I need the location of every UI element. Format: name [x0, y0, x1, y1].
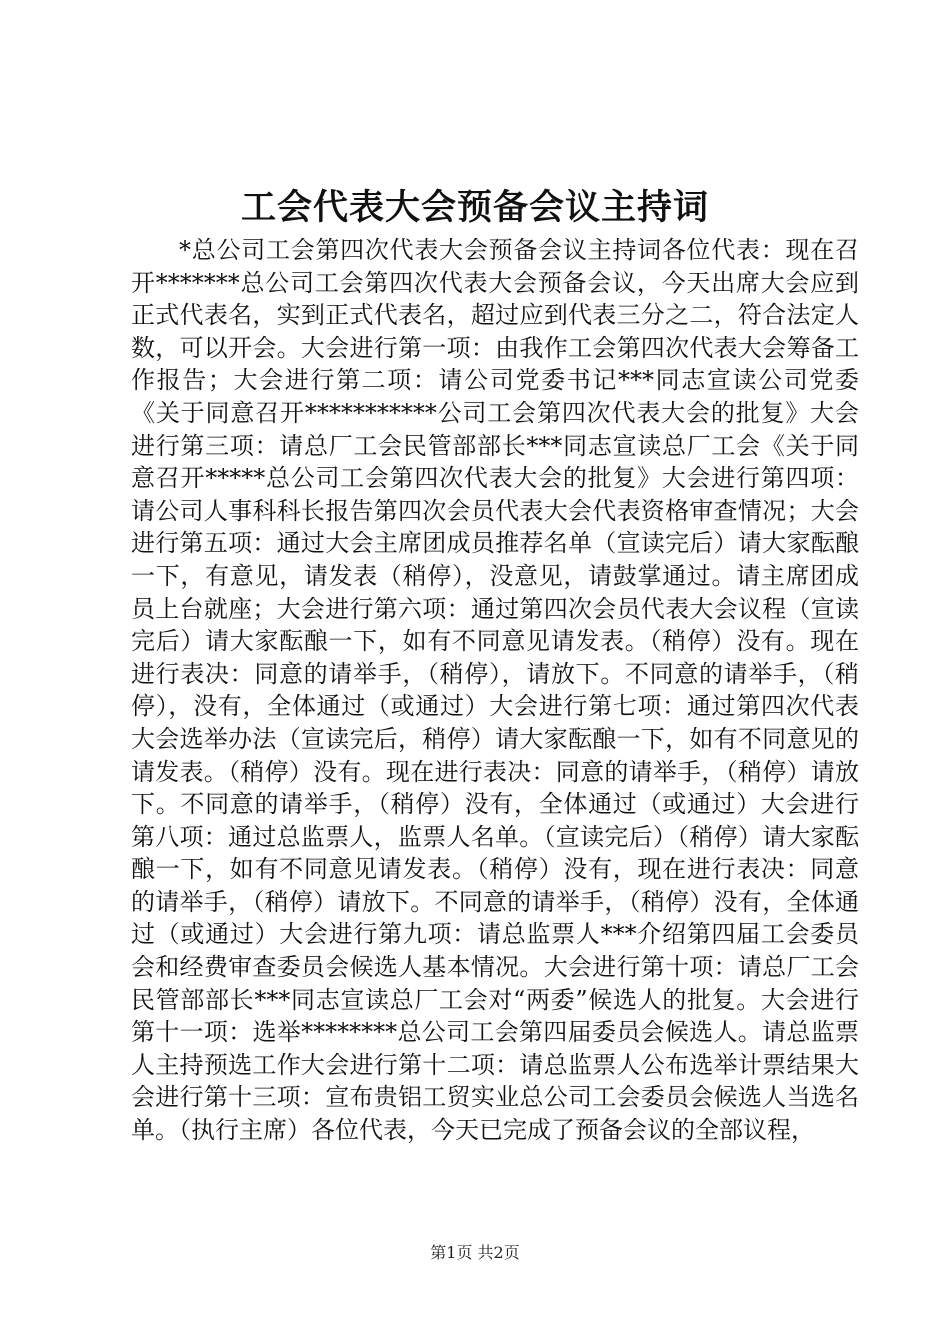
document-title: 工会代表大会预备会议主持词 [240, 187, 709, 228]
document-body: *总公司工会第四次代表大会预备会议主持词各位代表：现在召开*******总公司工会第四次代表大会预备会议，今天出席大会应到正式代表名，实到正式代表名，超过应到代表三分之二，符合法定人数，可以开会。大会进行第一项：由我作工会第四次代表大会筹备工作报告；大会进行第二项：请公司党委书记***同志宣读公司党委《关于同意召开***********公司工会第四次代表大会的批复》大会进行第三项：请总厂工会民管部部长***同志宣读总厂工会《关于同意召开*****总公司工会第四次代表大会的批复》大会进行第四项：请公司人事科科长报告第四次会员代表大会代表资格审查情况；大会进行第五项：通过大会主席团成员推荐名单（宣读完后）请大家酝酿一下，有意见，请发表（稍停），没意见，请鼓掌通过。请主席团成员上台就座；大会进行第六项：通过第四次会员代表大会议程（宣读完后）请大家酝酿一下，如有不同意见请发表。（稍停）没有。现在进行表决：同意的请举手，（稍停），请放下。不同意的请举手，（稍停），没有，全体通过（或通过）大会进行第七项：通过第四次代表大会选举办法（宣读完后，稍停）请大家酝酿一下，如有不同意见的请发表。（稍停）没有。现在进行表决：同意的请举手，（稍停）请放下。不同意的请举手，（稍停）没有，全体通过（或通过）大会进行第八项：通过总监票人，监票人名单。（宣读完后）（稍停）请大家酝酿一下，如有不同意见请发表。（稍停）没有，现在进行表决：同意的请举手，（稍停）请放下。不同意的请举手，（稍停）没有，全体通过（或通过）大会进行第九项：请总监票人***介绍第四届工会委员会和经费审查委员会候选人基本情况。大会进行第十项：请总厂工会民管部部长***同志宣读总厂工会对“两委”候选人的批复。大会进行第十一项：选举********总公司工会第四届委员会候选人。请总监票人主持预选工作大会进行第十二项：请总监票人公布选举计票结果大会进行第十三项：宣布贵铝工贸实业总公司工会委员会候选人当选名单。（执行主席）各位代表，今天已完成了预备会议的全部议程， [131, 236, 859, 1145]
page-number: 第1页 共2页 [430, 1243, 520, 1262]
